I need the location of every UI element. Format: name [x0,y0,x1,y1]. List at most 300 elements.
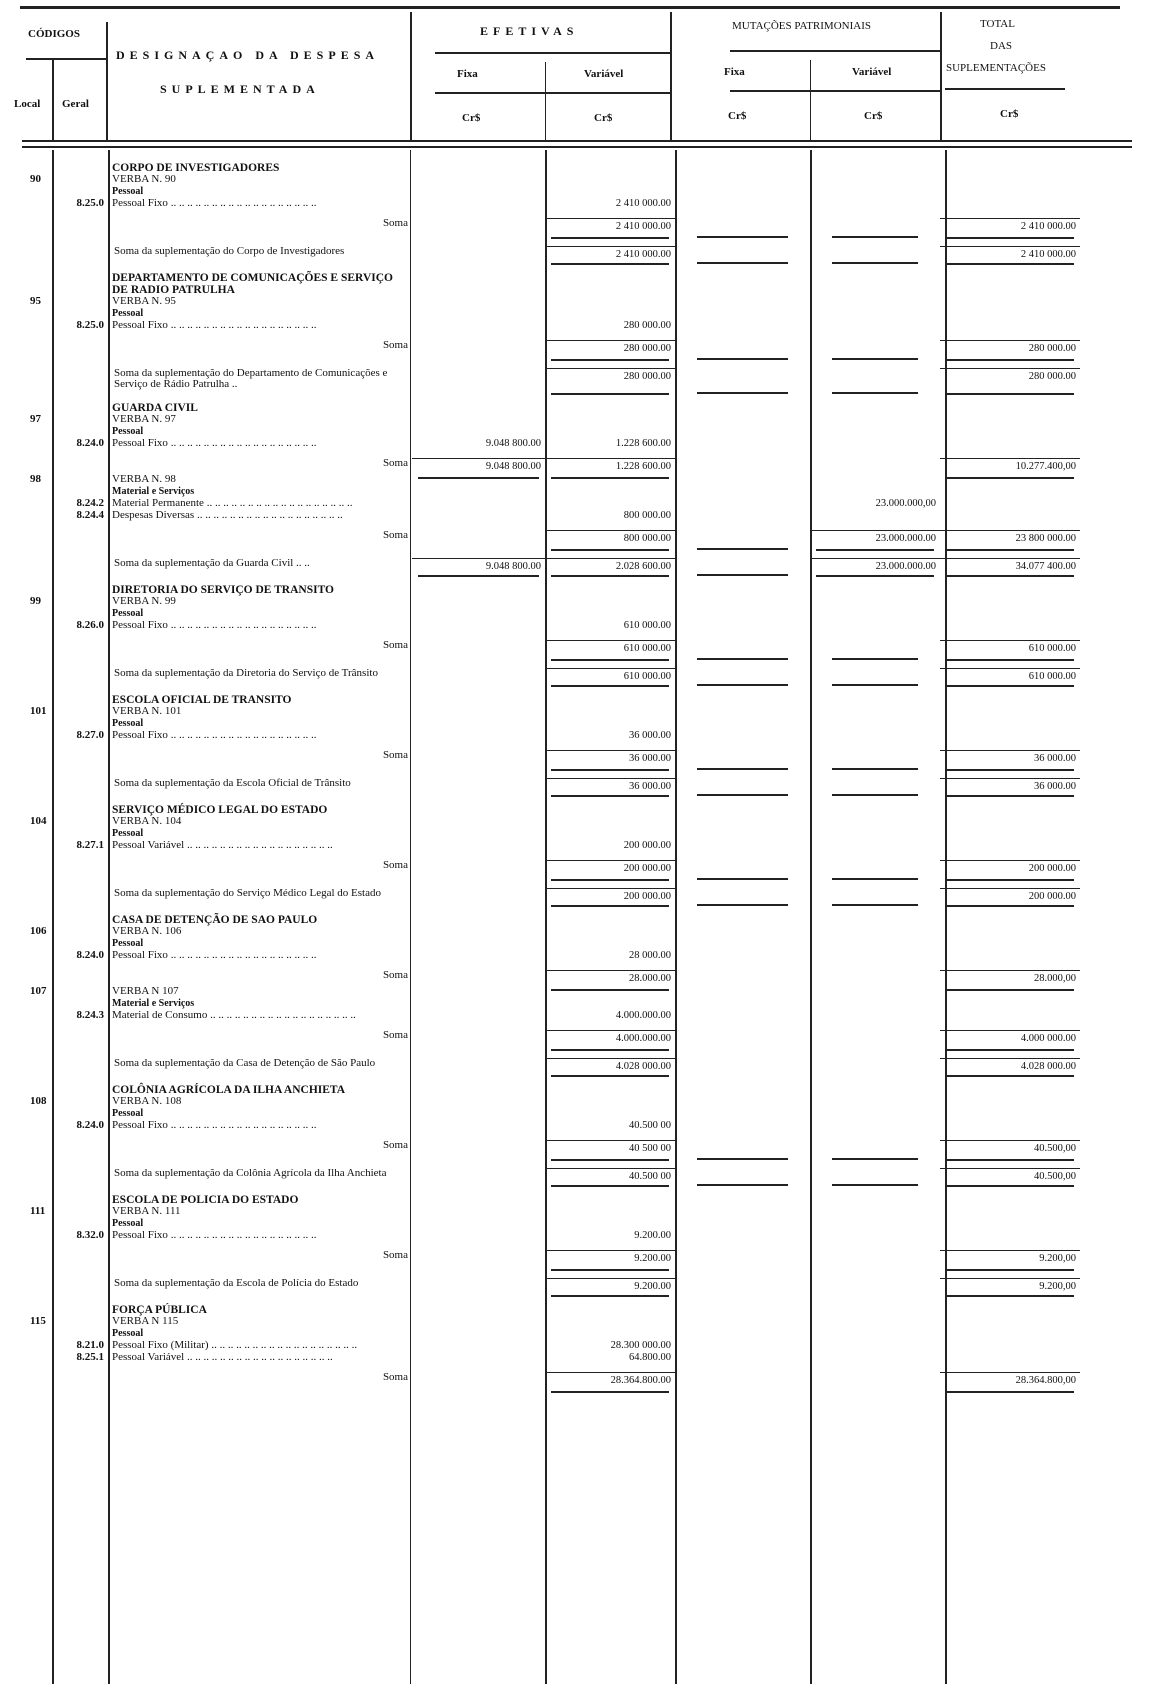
local-code: 97 [30,413,41,425]
total-value [940,510,1080,522]
empty-value-dash [697,794,788,796]
efetivas-variavel-value [545,1218,675,1230]
empty-value-dash [697,1158,788,1160]
description: Material e Serviços [112,998,195,1009]
mutacoes-variavel-value [810,970,940,986]
mutacoes-variavel-value [810,1084,940,1096]
mutacoes-variavel-value [810,706,940,718]
efetivas-fixa-value [412,950,545,962]
subtotal-row [0,860,1080,876]
mutacoes-variavel-value [810,1168,940,1182]
header-geral: Geral [62,98,89,110]
geral-code [52,860,108,876]
efetivas-fixa-value [412,620,545,632]
total-value [940,1304,1080,1316]
mutacoes-variavel-value: 23.000.000.00 [810,558,940,572]
total-value [940,706,1080,718]
mutacoes-fixa-value [675,970,810,986]
efetivas-variavel-value [545,486,675,498]
efetivas-fixa-value [412,1058,545,1072]
total-value [940,402,1080,414]
local-code [0,1340,52,1352]
description: Pessoal [112,608,144,619]
description: CORPO DE INVESTIGADORES [112,162,280,174]
table-row [0,926,1080,938]
total-value [940,198,1080,210]
description: Pessoal [112,1218,144,1229]
local-code [0,340,52,356]
local-code [0,186,52,198]
total-value [940,1206,1080,1218]
geral-code [52,1316,108,1328]
geral-code: 8.21.0 [76,1339,104,1351]
section-total-row [0,368,1080,390]
mutacoes-variavel-value [810,474,940,486]
total-value: 10.277.400,00 [940,458,1080,474]
subtotal-row [0,218,1080,234]
local-code: 98 [30,473,41,485]
total-value: 9.200,00 [940,1250,1080,1266]
total-value: 40.500,00 [940,1168,1080,1182]
section-title-row [0,272,1080,296]
mutacoes-fixa-value [675,162,810,174]
mutacoes-variavel-value [810,620,940,632]
total-value [940,498,1080,510]
efetivas-variavel-value [545,938,675,950]
local-code [0,402,52,414]
local-code [0,510,52,522]
efetivas-fixa-value [412,828,545,840]
mutacoes-variavel-value [810,218,940,234]
description: DIRETORIA DO SERVIÇO DE TRANSITO [112,584,334,596]
description: Pessoal Variável .. .. [108,1352,412,1364]
empty-value-dash [832,794,918,796]
local-code [0,1030,52,1046]
mutacoes-variavel-value [810,1058,940,1072]
local-code [0,1010,52,1022]
local-code [0,584,52,596]
local-code [0,1140,52,1156]
efetivas-variavel-value [545,596,675,608]
local-code [0,1120,52,1132]
efetivas-variavel-value: 1.228 600.00 [615,438,671,449]
efetivas-fixa-value [412,186,545,198]
empty-value-dash [832,658,918,660]
efetivas-variavel-value [545,816,675,828]
mutacoes-variavel-value [810,640,940,656]
efetivas-variavel-value [545,174,675,186]
total-value: 4.000 000.00 [940,1030,1080,1046]
mutacoes-variavel-value: 23.000.000.00 [810,530,940,546]
efetivas-fixa-value [412,938,545,950]
efetivas-fixa-value [412,750,545,766]
description: Pessoal [112,426,144,437]
geral-code [52,458,108,474]
description: Pessoal Variável .. .. [108,840,412,852]
table-row [0,828,1080,840]
mutacoes-fixa-value [675,816,810,828]
description: Pessoal Fixo .. .. [108,1230,412,1242]
geral-code [52,414,108,426]
subtotal-row [0,1372,1080,1388]
geral-code [52,162,108,174]
efetivas-fixa-value [412,926,545,938]
description: VERBA N. 90 [112,173,176,185]
mutacoes-fixa-value [675,486,810,498]
total-value: 28.364.800,00 [940,1372,1080,1388]
local-code [0,1168,52,1182]
geral-code [52,1058,108,1072]
efetivas-variavel-value [545,308,675,320]
subtotal-row [0,458,1080,474]
mutacoes-variavel-value [810,458,940,474]
efetivas-variavel-value: 610 000.00 [545,640,675,656]
efetivas-fixa-value [412,530,545,546]
efetivas-fixa-value: 9.048 800.00 [412,458,545,474]
mutacoes-variavel-value [810,914,940,926]
description: Soma da suplementação da Guarda Civil .. .. [114,557,310,569]
efetivas-variavel-value: 4.000.000.00 [615,1010,671,1021]
local-code [0,950,52,962]
total-value [940,1010,1080,1022]
empty-value-dash [832,262,918,264]
mutacoes-variavel-value [810,778,940,792]
local-code [0,308,52,320]
header-suplementada: SUPLEMENTADA [160,82,320,96]
efetivas-variavel-value [545,998,675,1010]
efetivas-variavel-value: 200 000.00 [623,840,671,851]
table-row [0,1340,1080,1352]
mutacoes-fixa-value [675,914,810,926]
table-row [0,198,1080,210]
efetivas-fixa-value [412,246,545,260]
description: Pessoal [112,1328,144,1339]
total-value [940,474,1080,486]
subtotal-row [0,530,1080,546]
table-row [0,596,1080,608]
efetivas-fixa-value [412,718,545,730]
description: Soma [382,1029,408,1041]
subtotal-row [0,640,1080,656]
mutacoes-variavel-value [810,320,940,332]
mutacoes-fixa-value [675,888,810,902]
description: ESCOLA OFICIAL DE TRANSITO [112,694,292,706]
efetivas-fixa-value [412,1230,545,1242]
section-total-row [0,888,1080,902]
mutacoes-fixa-value [675,840,810,852]
table-row [0,308,1080,320]
mutacoes-variavel-value [810,246,940,260]
header-divider [670,12,672,142]
description: Material de Consumo .. .. [108,1010,412,1022]
geral-code: 8.24.4 [76,509,104,521]
mutacoes-variavel-value [810,1340,940,1352]
efetivas-fixa-value: 9.048 800.00 [412,558,545,572]
mutacoes-variavel-value [810,1230,940,1242]
local-code [0,998,52,1010]
total-value [940,320,1080,332]
local-code [0,438,52,450]
table-row [0,1352,1080,1364]
table-row [0,620,1080,632]
total-value: 34.077 400.00 [940,558,1080,572]
total-value [940,296,1080,308]
efetivas-variavel-value [545,186,675,198]
mutacoes-variavel-value [810,510,940,522]
total-value [940,620,1080,632]
efetivas-fixa-value [412,198,545,210]
mutacoes-fixa-value [675,804,810,816]
mutacoes-variavel-value [810,1278,940,1292]
local-code [0,272,52,296]
table-row [0,426,1080,438]
efetivas-variavel-value: 64.800.00 [629,1352,671,1363]
mutacoes-fixa-value [675,426,810,438]
geral-code: 8.27.1 [76,839,104,851]
mutacoes-fixa-value [675,174,810,186]
mutacoes-fixa-value [675,510,810,522]
efetivas-fixa-value [412,1372,545,1388]
local-code: 101 [30,705,47,717]
geral-code [52,986,108,998]
local-code: 108 [30,1095,47,1107]
subtotal-row [0,1140,1080,1156]
efetivas-variavel-value [545,1304,675,1316]
efetivas-fixa-value [412,162,545,174]
description: Soma [382,217,408,229]
mutacoes-variavel-value [810,1096,940,1108]
efetivas-variavel-value [545,1316,675,1328]
mutacoes-variavel-value [810,340,940,356]
table-row [0,1096,1080,1108]
geral-code [52,750,108,766]
mutacoes-fixa-value [675,608,810,620]
efetivas-fixa-value [412,1340,545,1352]
empty-value-dash [697,768,788,770]
description: Pessoal Fixo .. .. [108,320,412,332]
description: Soma [382,859,408,871]
local-code [0,888,52,902]
efetivas-fixa-value [412,1316,545,1328]
local-code: 106 [30,925,47,937]
geral-code [52,272,108,296]
total-value [940,1328,1080,1340]
description: Pessoal Fixo .. .. [108,198,412,210]
efetivas-fixa-value [412,860,545,876]
geral-code [52,640,108,656]
description: Material Permanente .. .. [108,498,412,510]
mutacoes-variavel-value [810,750,940,766]
efetivas-fixa-value [412,970,545,986]
total-value: 36 000.00 [940,750,1080,766]
efetivas-fixa-value [412,1120,545,1132]
efetivas-fixa-value [412,730,545,742]
empty-value-dash [697,548,788,550]
description: VERBA N. 106 [112,925,182,937]
local-code [0,1058,52,1072]
efetivas-fixa-value [412,1250,545,1266]
mutacoes-variavel-value [810,296,940,308]
mutacoes-variavel-value [810,816,940,828]
mutacoes-variavel-value [810,804,940,816]
mutacoes-fixa-value [675,1108,810,1120]
efetivas-variavel-value [545,402,675,414]
mutacoes-variavel-value [810,1316,940,1328]
efetivas-fixa-value [412,402,545,414]
table-row [0,498,1080,510]
mutacoes-variavel-value [810,1010,940,1022]
mutacoes-variavel-value [810,1108,940,1120]
table-row [0,474,1080,486]
header-divider [52,58,54,142]
total-value [940,438,1080,450]
mutacoes-variavel-value [810,1030,940,1046]
empty-value-dash [832,904,918,906]
header-efetivas-variavel: Variável [584,68,624,80]
mutacoes-variavel-value [810,694,940,706]
description: VERBA N. 101 [112,705,182,717]
total-value: 610 000.00 [940,668,1080,682]
description: Pessoal [112,186,144,197]
efetivas-fixa-value [412,1194,545,1206]
efetivas-variavel-value: 280 000.00 [545,368,675,390]
mutacoes-variavel-value [810,186,940,198]
total-value [940,1108,1080,1120]
efetivas-fixa-value [412,816,545,828]
mutacoes-fixa-value [675,1168,810,1182]
description: COLÔNIA AGRÍCOLA DA ILHA ANCHIETA [112,1084,346,1096]
total-value [940,938,1080,950]
empty-value-dash [697,904,788,906]
efetivas-variavel-value [545,474,675,486]
mutacoes-fixa-value [675,1194,810,1206]
local-code [0,840,52,852]
mutacoes-variavel-value [810,840,940,852]
efetivas-variavel-value [545,414,675,426]
mutacoes-fixa-value [675,1140,810,1156]
table-row [0,1010,1080,1022]
efetivas-variavel-value [545,1096,675,1108]
efetivas-fixa-value [412,340,545,356]
efetivas-variavel-value: 610 000.00 [623,620,671,631]
local-code [0,860,52,876]
mutacoes-fixa-value [675,718,810,730]
geral-code [52,402,108,414]
mutacoes-fixa-value [675,828,810,840]
mutacoes-fixa-value [675,1230,810,1242]
efetivas-fixa-value [412,1278,545,1292]
local-code [0,162,52,174]
total-value [940,608,1080,620]
efetivas-variavel-value [545,426,675,438]
efetivas-variavel-value: 200 000.00 [545,888,675,902]
local-code [0,426,52,438]
local-code [0,218,52,234]
description: Soma [382,639,408,651]
mutacoes-fixa-value [675,1096,810,1108]
description: VERBA N. 104 [112,815,182,827]
mutacoes-fixa-value [675,860,810,876]
mutacoes-fixa-value [675,474,810,486]
local-code [0,750,52,766]
geral-code [52,1304,108,1316]
mutacoes-fixa-value [675,498,810,510]
description: Pessoal Fixo .. .. [108,950,412,962]
geral-code [52,218,108,234]
mutacoes-variavel-value [810,198,940,210]
efetivas-variavel-value [545,584,675,596]
mutacoes-variavel-value [810,368,940,390]
local-code [0,198,52,210]
geral-code: 8.24.2 [76,497,104,509]
total-value [940,986,1080,998]
efetivas-fixa-value [412,474,545,486]
total-value [940,718,1080,730]
efetivas-fixa-value [412,1030,545,1046]
total-value [940,174,1080,186]
description: Soma [382,529,408,541]
header-currency-3: Cr$ [728,110,747,122]
efetivas-variavel-value: 9.200.00 [545,1278,675,1292]
description: Soma da suplementação da Casa de Detenção de São Paulo [114,1057,376,1069]
geral-code [52,530,108,546]
local-code [0,530,52,546]
empty-value-dash [697,1184,788,1186]
mutacoes-variavel-value [810,1352,940,1364]
efetivas-fixa-value [412,706,545,718]
header-rule [435,92,670,94]
mutacoes-variavel-value [810,1120,940,1132]
header-efetivas: EFETIVAS [480,24,579,38]
total-value: 36 000.00 [940,778,1080,792]
description: VERBA N 107 [112,985,179,997]
efetivas-variavel-value: 40.500 00 [629,1120,671,1131]
local-code [0,368,52,390]
mutacoes-variavel-value [810,1140,940,1156]
description: Pessoal [112,938,144,949]
mutacoes-variavel-value [810,162,940,174]
mutacoes-fixa-value [675,640,810,656]
efetivas-variavel-value: 36 000.00 [545,778,675,792]
empty-value-dash [697,392,788,394]
total-value [940,272,1080,296]
mutacoes-fixa-value [675,1304,810,1316]
efetivas-variavel-value [545,828,675,840]
local-code [0,246,52,260]
mutacoes-variavel-value [810,414,940,426]
efetivas-fixa-value [412,510,545,522]
mutacoes-fixa-value [675,668,810,682]
mutacoes-variavel-value [810,730,940,742]
total-value [940,186,1080,198]
efetivas-variavel-value [545,1108,675,1120]
total-value: 280 000.00 [940,368,1080,390]
mutacoes-variavel-value [810,402,940,414]
empty-value-dash [697,574,788,576]
mutacoes-fixa-value [675,414,810,426]
header-currency-2: Cr$ [594,112,613,124]
mutacoes-variavel-value [810,486,940,498]
description: Despesas Diversas .. .. [108,510,412,522]
total-value [940,804,1080,816]
table-row [0,510,1080,522]
local-code [0,458,52,474]
table-row [0,840,1080,852]
efetivas-fixa-value [412,584,545,596]
mutacoes-variavel-value [810,1250,940,1266]
local-code: 90 [30,173,41,185]
header-efetivas-fixa: Fixa [457,68,478,80]
